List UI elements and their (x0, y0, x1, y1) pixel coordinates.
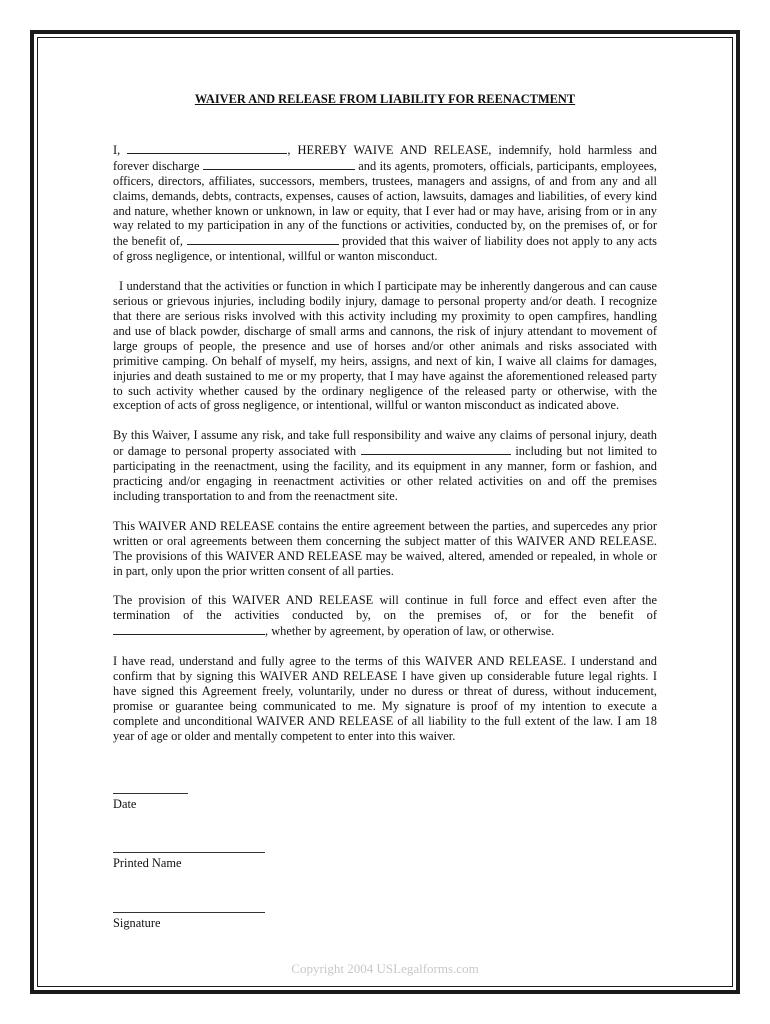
paragraph-entire-agreement: This WAIVER AND RELEASE contains the entire agreement between the parties, and supercedes any prior written or oral agreements between them concerning the subject matter of this WAIVER AND RELEASE. The provisions of this WAIVER AND RELEASE may be waived, altered, amended or repealed, in whole or in part, only upon the prior written consent of all parties. (113, 518, 657, 578)
released-party-blank[interactable] (203, 158, 355, 170)
text-segment: , HEREBY WAIVE AND RELEASE, indemnify, hold harmless and forever discharge (113, 142, 657, 173)
activity-blank[interactable] (361, 443, 511, 455)
document-title: WAIVER AND RELEASE FROM LIABILITY FOR REENACTMENT (194, 92, 576, 106)
date-line[interactable] (113, 793, 188, 794)
copyright-watermark: Copyright 2004 USLegalforms.com (291, 961, 479, 976)
printed-name-label: Printed Name (113, 856, 182, 870)
text-segment: provided that this waiver of liability does not apply to any acts of gross negligence, or intentional, willful or wanton misconduct. (113, 234, 657, 264)
signature-line[interactable] (113, 912, 265, 913)
printed-name-field[interactable] (113, 852, 265, 871)
date-label: Date (113, 797, 137, 811)
signature-label: Signature (113, 916, 161, 930)
document-body (113, 92, 657, 759)
paragraph-release (113, 142, 657, 264)
text-segment: I, (113, 142, 128, 157)
paragraph-risks: I understand that the activities or function in which I participate may be inherently dangerous and can cause serious or grievous injuries, including bodily injury, damage to personal property and/or death. I recognize that there are serious risks involved with this activity including my proximity to open campfires, handling and use of black powder, discharge of small arms and cannons, the risk of injury attendant to movement of large groups of people, the presence and use of horses and/or other animals and risks associated with primitive camping. On behalf of myself, my heirs, assigns, and next of kin, I waive all claims for damages, injuries and death sustained to me or my property, that I may have against the aforementioned released party to such activity whether caused by the ordinary negligence of the released party or otherwise, with the exception of acts of gross negligence, or intentional, willful or wanton misconduct as indicated above. (113, 279, 657, 413)
signature-field[interactable] (113, 912, 265, 931)
text-segment: , whether by agreement, by operation of law, or otherwise. (265, 624, 555, 639)
paragraph-assume-risk (113, 428, 657, 504)
text-segment: and its agents, promoters, officials, participants, employees, officers, directors, affiliates, successors, members, trustees, managers and assigns, of and from any and all claims, demands, debts, contracts, expenses, causes of action, lawsuits, damages and liabilities, of every kind and nature, whether known or unknown, in law or equity, that I ever had or may have, arising from or in any way related to my participation in any of the functions or activities, conducted by, on the premises of, or for the benefit of, (113, 158, 657, 249)
participant-name-blank[interactable] (127, 142, 287, 154)
text-segment: By this Waiver, I assume any risk, and take full responsibility and waive any claims of personal injury, death or damage to personal property associated with (113, 428, 657, 459)
date-field[interactable] (113, 793, 188, 812)
paragraph-continuation (113, 593, 657, 639)
text-segment: The provision of this WAIVER AND RELEASE will continue in full force and effect even after the termination of the activities conducted by, on the premises of, or for the benefit of (113, 593, 657, 623)
benefit-party-blank-2[interactable] (113, 623, 265, 635)
paragraph-acknowledgement: I have read, understand and fully agree to the terms of this WAIVER AND RELEASE. I understand and confirm that by signing this WAIVER AND RELEASE I have given up considerable future legal rights. I have signed this Agreement freely, voluntarily, under no duress or threat of duress, without inducement, promise or guarantee being communicated to me. My signature is proof of my intention to execute a complete and unconditional WAIVER AND RELEASE of all liability to the full extent of the law. I am 18 year of age or older and mentally competent to enter into this waiver. (113, 654, 657, 743)
benefit-party-blank[interactable] (187, 233, 339, 245)
text-segment: including but not limited to participating in the reenactment, using the facility, and its equipment in any manner, form or fashion, and practicing and/or engaging in reenactment activities or other related activities on and off the premises including transportation to and from the reenactment site. (113, 444, 657, 503)
printed-name-line[interactable] (113, 852, 265, 853)
